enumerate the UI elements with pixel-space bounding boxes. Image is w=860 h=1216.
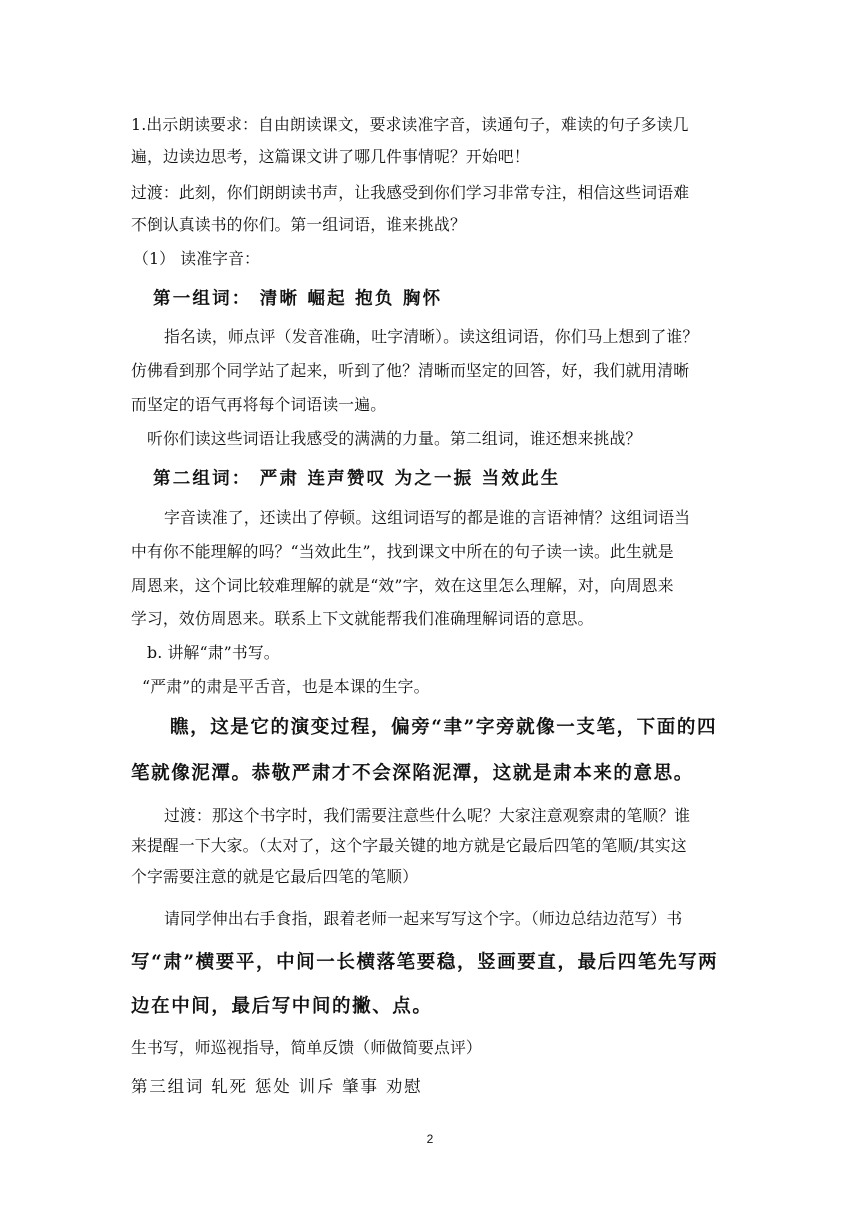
paragraph-3-line-2: 仿佛看到那个同学站了起来，听到了他？清晰而坚定的回答，好，我们就用清晰	[131, 361, 690, 380]
paragraph-8-line-3: 个字需要注意的就是它最后四笔的笔顺）	[131, 867, 419, 886]
paragraph-8-line-2: 来提醒一下大家。（太对了，这个字最关键的地方就是它最后四笔的笔顺/其实这	[131, 836, 687, 855]
word-group-2: 第二组词： 严肃 连声赞叹 为之一振 当效此生	[153, 469, 561, 489]
word-group-1: 第一组词： 清晰 崛起 抱负 胸怀	[153, 289, 443, 309]
paragraph-3-line-3: 而坚定的语气再将每个词语读一遍。	[131, 395, 387, 414]
paragraph-5-line-1: 字音读准了，还读出了停顿。这组词语写的都是谁的言语神情？这组词语当	[164, 508, 691, 527]
word-group-3: 第三组词 轧死 惩处 训斥 肇事 劝慰	[131, 1077, 423, 1096]
paragraph-3-line-1: 指名读，师点评（发音准确，吐字清晰）。读这组词语，你们马上想到了谁？	[164, 327, 699, 346]
paragraph-7-line-2: 笔就像泥潭。恭敬严肃才不会深陷泥潭，这就是肃本来的意思。	[131, 763, 694, 784]
paragraph-10: 生书写，师巡视指导，简单反馈（师做简要点评）	[131, 1038, 482, 1057]
paragraph-5-line-3: 周恩来，这个词比较难理解的就是“效”字，效在这里怎么理解，对，向周恩来	[131, 576, 674, 595]
paragraph-7-line-1: 瞧，这是它的演变过程，偏旁“聿”字旁就像一支笔，下面的四	[170, 717, 718, 738]
reading-requirement-line-1: 1.出示朗读要求：自由朗读课文，要求读准字音，读通句子，难读的句子多读几	[131, 115, 689, 134]
subheading-pronunciation: （1） 读准字音：	[133, 249, 261, 268]
paragraph-9-line-3: 边在中间，最后写中间的撇、点。	[131, 996, 433, 1017]
paragraph-8-line-1: 过渡：那这个书字时，我们需要注意些什么呢？大家注意观察肃的笔顺？谁	[164, 806, 691, 825]
paragraph-5-line-4: 学习，效仿周恩来。联系上下文就能帮我们准确理解词语的意思。	[131, 609, 594, 628]
paragraph-9-line-2: 写“肃”横要平，中间一长横落笔要稳，竖画要直，最后四笔先写两	[131, 952, 719, 973]
reading-requirement-line-2: 遍，边读边思考，这篇课文讲了哪几件事情呢？开始吧！	[131, 147, 530, 166]
paragraph-6: “严肃”的肃是平舌音，也是本课的生字。	[142, 677, 430, 696]
transition-line-2: 不倒认真读书的你们。第一组词语，谁来挑战？	[131, 215, 466, 234]
paragraph-5-line-2: 中有你不能理解的吗？“当效此生”，找到课文中所在的句子读一读。此生就是	[131, 542, 674, 561]
paragraph-9-line-1: 请同学伸出右手食指，跟着老师一起来写写这个字。（师边总结边范写）书	[164, 909, 683, 928]
paragraph-4: 听你们读这些词语让我感受的满满的力量。第二组词，谁还想来挑战？	[147, 429, 642, 448]
transition-line-1: 过渡：此刻，你们朗朗读书声，让我感受到你们学习非常专注，相信这些词语难	[131, 183, 690, 202]
page-number: 2	[426, 1132, 434, 1146]
item-b-writing: b. 讲解“肃”书写。	[147, 643, 280, 662]
